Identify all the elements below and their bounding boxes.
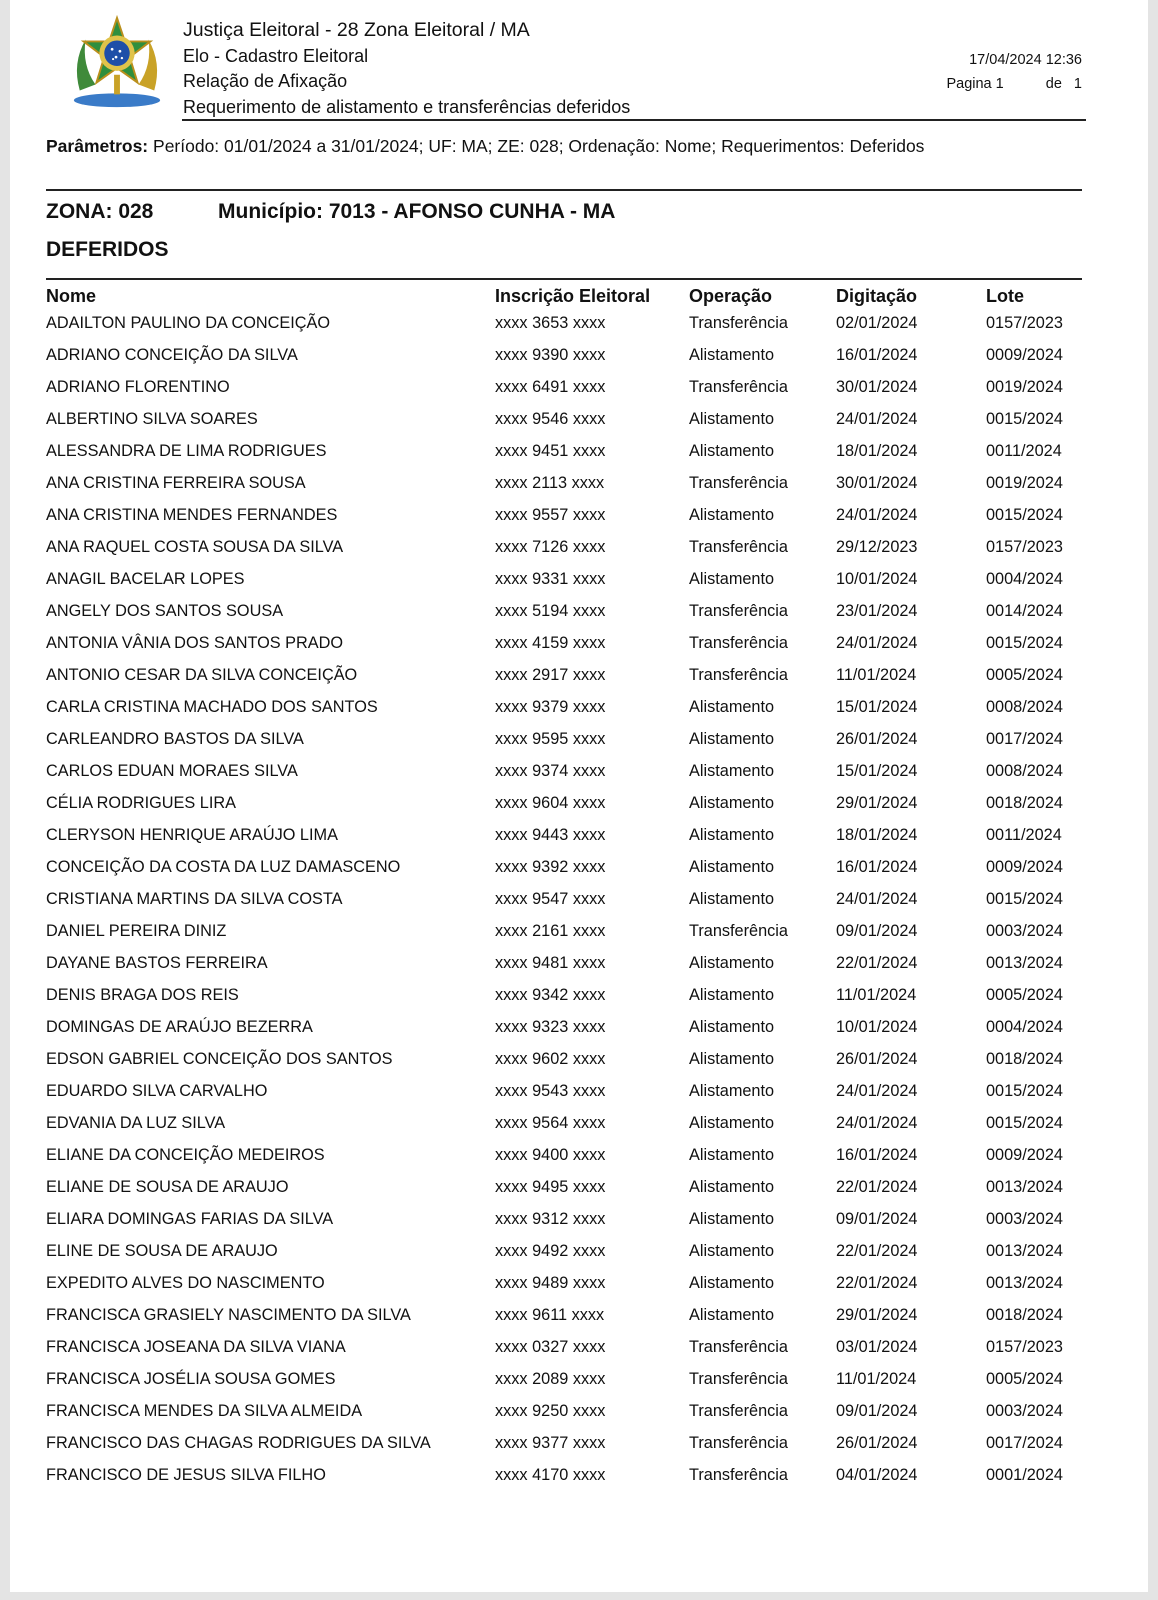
cell-digitacao: 15/01/2024 bbox=[836, 698, 918, 716]
cell-inscricao: xxxx 3653 xxxx bbox=[495, 314, 606, 332]
table-row bbox=[10, 951, 1148, 983]
cell-digitacao: 26/01/2024 bbox=[836, 730, 918, 748]
cell-inscricao: xxxx 9489 xxxx bbox=[495, 1274, 606, 1292]
table-row bbox=[10, 759, 1148, 791]
cell-nome: DOMINGAS DE ARAÚJO BEZERRA bbox=[46, 1018, 313, 1036]
cell-nome: ANA CRISTINA FERREIRA SOUSA bbox=[46, 474, 306, 492]
cell-digitacao: 30/01/2024 bbox=[836, 474, 918, 492]
cell-inscricao: xxxx 7126 xxxx bbox=[495, 538, 606, 556]
cell-inscricao: xxxx 9323 xxxx bbox=[495, 1018, 606, 1036]
cell-nome: FRANCISCA JOSEANA DA SILVA VIANA bbox=[46, 1338, 346, 1356]
cell-inscricao: xxxx 9342 xxxx bbox=[495, 986, 606, 1004]
page-label: Pagina bbox=[946, 76, 992, 92]
cell-digitacao: 22/01/2024 bbox=[836, 954, 918, 972]
cell-operacao: Alistamento bbox=[689, 570, 775, 588]
table-row bbox=[10, 663, 1148, 695]
table-row bbox=[10, 1015, 1148, 1047]
cell-nome: ANTONIO CESAR DA SILVA CONCEIÇÃO bbox=[46, 666, 358, 684]
cell-operacao: Alistamento bbox=[689, 1274, 775, 1292]
cell-nome: EXPEDITO ALVES DO NASCIMENTO bbox=[46, 1274, 325, 1292]
cell-inscricao: xxxx 9312 xxxx bbox=[495, 1210, 606, 1228]
cell-inscricao: xxxx 9250 xxxx bbox=[495, 1402, 606, 1420]
table-row bbox=[10, 1079, 1148, 1111]
cell-inscricao: xxxx 9392 xxxx bbox=[495, 858, 606, 876]
params-text: Período: 01/01/2024 a 31/01/2024; UF: MA; ZE: 028; Ordenação: Nome; Requerimentos: Deferidos bbox=[153, 136, 925, 156]
cell-operacao: Transferência bbox=[689, 538, 788, 556]
cell-operacao: Transferência bbox=[689, 634, 788, 652]
cell-digitacao: 30/01/2024 bbox=[836, 378, 918, 396]
cell-lote: 0018/2024 bbox=[986, 1306, 1063, 1324]
cell-inscricao: xxxx 5194 xxxx bbox=[495, 602, 606, 620]
cell-lote: 0015/2024 bbox=[986, 506, 1063, 524]
cell-inscricao: xxxx 6491 xxxx bbox=[495, 378, 606, 396]
cell-nome: EDSON GABRIEL CONCEIÇÃO DOS SANTOS bbox=[46, 1050, 393, 1068]
cell-lote: 0015/2024 bbox=[986, 1082, 1063, 1100]
cell-lote: 0003/2024 bbox=[986, 1402, 1063, 1420]
cell-lote: 0018/2024 bbox=[986, 1050, 1063, 1068]
cell-nome: EDUARDO SILVA CARVALHO bbox=[46, 1082, 268, 1100]
cell-nome: CRISTIANA MARTINS DA SILVA COSTA bbox=[46, 890, 343, 908]
table-row bbox=[10, 439, 1148, 471]
header-divider bbox=[182, 119, 1086, 121]
cell-lote: 0019/2024 bbox=[986, 378, 1063, 396]
cell-inscricao: xxxx 9451 xxxx bbox=[495, 442, 606, 460]
cell-digitacao: 26/01/2024 bbox=[836, 1050, 918, 1068]
cell-lote: 0005/2024 bbox=[986, 1370, 1063, 1388]
cell-operacao: Transferência bbox=[689, 1434, 788, 1452]
table-row bbox=[10, 695, 1148, 727]
table-row bbox=[10, 727, 1148, 759]
cell-inscricao: xxxx 9400 xxxx bbox=[495, 1146, 606, 1164]
cell-inscricao: xxxx 9611 xxxx bbox=[495, 1306, 605, 1324]
cell-lote: 0013/2024 bbox=[986, 1242, 1063, 1260]
cell-digitacao: 11/01/2024 bbox=[836, 986, 917, 1004]
cell-operacao: Alistamento bbox=[689, 1146, 775, 1164]
table-row bbox=[10, 823, 1148, 855]
cell-lote: 0011/2024 bbox=[986, 826, 1062, 844]
table-row bbox=[10, 1111, 1148, 1143]
cell-inscricao: xxxx 2917 xxxx bbox=[495, 666, 606, 684]
cell-inscricao: xxxx 9492 xxxx bbox=[495, 1242, 606, 1260]
table-row bbox=[10, 1431, 1148, 1463]
cell-digitacao: 15/01/2024 bbox=[836, 762, 918, 780]
cell-operacao: Alistamento bbox=[689, 1306, 775, 1324]
cell-nome: ELIARA DOMINGAS FARIAS DA SILVA bbox=[46, 1210, 334, 1228]
cell-nome: CARLOS EDUAN MORAES SILVA bbox=[46, 762, 298, 780]
cell-operacao: Alistamento bbox=[689, 1210, 775, 1228]
cell-operacao: Alistamento bbox=[689, 410, 775, 428]
cell-operacao: Alistamento bbox=[689, 858, 775, 876]
print-datetime: 17/04/2024 12:36 bbox=[969, 52, 1082, 68]
cell-inscricao: xxxx 9564 xxxx bbox=[495, 1114, 606, 1132]
cell-inscricao: xxxx 9374 xxxx bbox=[495, 762, 606, 780]
cell-nome: ANTONIA VÂNIA DOS SANTOS PRADO bbox=[46, 634, 344, 652]
cell-digitacao: 16/01/2024 bbox=[836, 858, 918, 876]
table-row bbox=[10, 407, 1148, 439]
cell-digitacao: 18/01/2024 bbox=[836, 442, 918, 460]
report-page bbox=[10, 0, 1148, 1592]
cell-lote: 0157/2023 bbox=[986, 538, 1063, 556]
cell-lote: 0008/2024 bbox=[986, 762, 1063, 780]
cell-lote: 0015/2024 bbox=[986, 890, 1063, 908]
of-label: de bbox=[1045, 76, 1062, 92]
cell-digitacao: 24/01/2024 bbox=[836, 410, 918, 428]
col-header-digitacao: Digitação bbox=[836, 286, 918, 306]
col-header-nome: Nome bbox=[46, 286, 97, 306]
cell-lote: 0157/2023 bbox=[986, 1338, 1063, 1356]
table-row bbox=[10, 1367, 1148, 1399]
brazil-coat-of-arms-icon bbox=[68, 14, 166, 112]
header-system: Elo - Cadastro Eleitoral bbox=[183, 45, 369, 66]
cell-inscricao: xxxx 2089 xxxx bbox=[495, 1370, 606, 1388]
cell-digitacao: 09/01/2024 bbox=[836, 922, 918, 940]
cell-lote: 0019/2024 bbox=[986, 474, 1063, 492]
col-header-operacao: Operação bbox=[689, 286, 773, 306]
cell-nome: ANA CRISTINA MENDES FERNANDES bbox=[46, 506, 338, 524]
page-number: 1 bbox=[995, 76, 1004, 92]
table-row bbox=[10, 1175, 1148, 1207]
header-subject: Requerimento de alistamento e transferências deferidos bbox=[183, 96, 631, 117]
cell-nome: ANAGIL BACELAR LOPES bbox=[46, 570, 245, 588]
cell-nome: DENIS BRAGA DOS REIS bbox=[46, 986, 239, 1004]
cell-digitacao: 10/01/2024 bbox=[836, 570, 918, 588]
cell-lote: 0013/2024 bbox=[986, 954, 1063, 972]
municipality: Município: 7013 - AFONSO CUNHA - MA bbox=[218, 200, 616, 223]
cell-nome: ALBERTINO SILVA SOARES bbox=[46, 410, 258, 428]
zone-code: ZONA: 028 bbox=[46, 200, 154, 223]
cell-nome: ANGELY DOS SANTOS SOUSA bbox=[46, 602, 284, 620]
cell-nome: FRANCISCA JOSÉLIA SOUSA GOMES bbox=[46, 1370, 336, 1388]
table-row bbox=[10, 1047, 1148, 1079]
table-divider bbox=[46, 278, 1082, 280]
cell-nome: CARLA CRISTINA MACHADO DOS SANTOS bbox=[46, 698, 378, 716]
cell-lote: 0009/2024 bbox=[986, 1146, 1063, 1164]
table-row bbox=[10, 983, 1148, 1015]
page-total: 1 bbox=[1073, 76, 1082, 92]
table-row bbox=[10, 567, 1148, 599]
cell-operacao: Alistamento bbox=[689, 346, 775, 364]
table-row bbox=[10, 1303, 1148, 1335]
cell-nome: ELINE DE SOUSA DE ARAUJO bbox=[46, 1242, 278, 1260]
cell-operacao: Alistamento bbox=[689, 1178, 775, 1196]
cell-inscricao: xxxx 9547 xxxx bbox=[495, 890, 606, 908]
cell-lote: 0009/2024 bbox=[986, 346, 1063, 364]
cell-nome: DAYANE BASTOS FERREIRA bbox=[46, 954, 268, 972]
header-court: Justiça Eleitoral - 28 Zona Eleitoral / MA bbox=[183, 19, 530, 41]
cell-operacao: Transferência bbox=[689, 1338, 788, 1356]
cell-inscricao: xxxx 9595 xxxx bbox=[495, 730, 606, 748]
cell-lote: 0004/2024 bbox=[986, 1018, 1063, 1036]
cell-operacao: Transferência bbox=[689, 474, 788, 492]
cell-digitacao: 03/01/2024 bbox=[836, 1338, 918, 1356]
table-row bbox=[10, 1399, 1148, 1431]
zone-heading bbox=[46, 200, 616, 224]
table-row bbox=[10, 919, 1148, 951]
cell-digitacao: 22/01/2024 bbox=[836, 1242, 918, 1260]
cell-digitacao: 16/01/2024 bbox=[836, 1146, 918, 1164]
cell-inscricao: xxxx 9377 xxxx bbox=[495, 1434, 606, 1452]
cell-lote: 0013/2024 bbox=[986, 1178, 1063, 1196]
cell-inscricao: xxxx 9481 xxxx bbox=[495, 954, 606, 972]
cell-operacao: Alistamento bbox=[689, 442, 775, 460]
cell-lote: 0004/2024 bbox=[986, 570, 1063, 588]
cell-lote: 0008/2024 bbox=[986, 698, 1063, 716]
cell-operacao: Alistamento bbox=[689, 698, 775, 716]
cell-operacao: Transferência bbox=[689, 1370, 788, 1388]
cell-digitacao: 29/12/2023 bbox=[836, 538, 918, 556]
cell-nome: CLERYSON HENRIQUE ARAÚJO LIMA bbox=[46, 826, 338, 844]
cell-lote: 0005/2024 bbox=[986, 666, 1063, 684]
cell-nome: ELIANE DA CONCEIÇÃO MEDEIROS bbox=[46, 1146, 325, 1164]
cell-operacao: Alistamento bbox=[689, 1082, 775, 1100]
cell-inscricao: xxxx 9331 xxxx bbox=[495, 570, 606, 588]
cell-lote: 0157/2023 bbox=[986, 314, 1063, 332]
cell-lote: 0015/2024 bbox=[986, 634, 1063, 652]
cell-nome: FRANCISCO DAS CHAGAS RODRIGUES DA SILVA bbox=[46, 1434, 431, 1452]
cell-inscricao: xxxx 9495 xxxx bbox=[495, 1178, 606, 1196]
table-row bbox=[10, 375, 1148, 407]
cell-operacao: Transferência bbox=[689, 1466, 788, 1484]
cell-inscricao: xxxx 0327 xxxx bbox=[495, 1338, 606, 1356]
cell-operacao: Alistamento bbox=[689, 1050, 775, 1068]
table-row bbox=[10, 503, 1148, 535]
table-row bbox=[10, 599, 1148, 631]
table-row bbox=[10, 887, 1148, 919]
cell-operacao: Transferência bbox=[689, 378, 788, 396]
cell-operacao: Alistamento bbox=[689, 986, 775, 1004]
cell-lote: 0013/2024 bbox=[986, 1274, 1063, 1292]
cell-digitacao: 09/01/2024 bbox=[836, 1402, 918, 1420]
cell-inscricao: xxxx 9379 xxxx bbox=[495, 698, 606, 716]
cell-digitacao: 24/01/2024 bbox=[836, 506, 918, 524]
cell-digitacao: 22/01/2024 bbox=[836, 1178, 918, 1196]
cell-lote: 0014/2024 bbox=[986, 602, 1063, 620]
cell-digitacao: 23/01/2024 bbox=[836, 602, 918, 620]
cell-lote: 0018/2024 bbox=[986, 794, 1063, 812]
cell-nome: FRANCISCO DE JESUS SILVA FILHO bbox=[46, 1466, 326, 1484]
cell-digitacao: 24/01/2024 bbox=[836, 634, 918, 652]
cell-inscricao: xxxx 2161 xxxx bbox=[495, 922, 606, 940]
params-divider bbox=[46, 189, 1082, 191]
cell-digitacao: 09/01/2024 bbox=[836, 1210, 918, 1228]
table-row bbox=[10, 1207, 1148, 1239]
cell-nome: EDVANIA DA LUZ SILVA bbox=[46, 1114, 226, 1132]
table-row bbox=[10, 1463, 1148, 1495]
cell-inscricao: xxxx 4159 xxxx bbox=[495, 634, 606, 652]
table-body bbox=[10, 311, 1148, 1495]
cell-operacao: Alistamento bbox=[689, 1018, 775, 1036]
cell-inscricao: xxxx 9604 xxxx bbox=[495, 794, 606, 812]
cell-digitacao: 16/01/2024 bbox=[836, 346, 918, 364]
cell-inscricao: xxxx 9546 xxxx bbox=[495, 410, 606, 428]
cell-digitacao: 02/01/2024 bbox=[836, 314, 918, 332]
cell-nome: CÉLIA RODRIGUES LIRA bbox=[46, 794, 237, 812]
cell-nome: ELIANE DE SOUSA DE ARAUJO bbox=[46, 1178, 289, 1196]
cell-digitacao: 04/01/2024 bbox=[836, 1466, 918, 1484]
cell-nome: ADAILTON PAULINO DA CONCEIÇÃO bbox=[46, 314, 331, 332]
table-row bbox=[10, 855, 1148, 887]
cell-operacao: Alistamento bbox=[689, 506, 775, 524]
cell-inscricao: xxxx 9543 xxxx bbox=[495, 1082, 606, 1100]
cell-lote: 0001/2024 bbox=[986, 1466, 1063, 1484]
cell-operacao: Alistamento bbox=[689, 954, 775, 972]
table-row bbox=[10, 1271, 1148, 1303]
cell-nome: ANA RAQUEL COSTA SOUSA DA SILVA bbox=[46, 538, 344, 556]
col-header-inscricao: Inscrição Eleitoral bbox=[495, 286, 651, 306]
cell-digitacao: 29/01/2024 bbox=[836, 794, 918, 812]
cell-lote: 0015/2024 bbox=[986, 1114, 1063, 1132]
cell-lote: 0003/2024 bbox=[986, 922, 1063, 940]
cell-operacao: Transferência bbox=[689, 666, 788, 684]
report-meta bbox=[946, 48, 1082, 96]
cell-digitacao: 10/01/2024 bbox=[836, 1018, 918, 1036]
cell-nome: FRANCISCA MENDES DA SILVA ALMEIDA bbox=[46, 1402, 363, 1420]
cell-nome: CONCEIÇÃO DA COSTA DA LUZ DAMASCENO bbox=[46, 858, 401, 876]
cell-operacao: Alistamento bbox=[689, 826, 775, 844]
cell-inscricao: xxxx 4170 xxxx bbox=[495, 1466, 606, 1484]
cell-lote: 0017/2024 bbox=[986, 1434, 1063, 1452]
cell-digitacao: 29/01/2024 bbox=[836, 1306, 918, 1324]
status-heading: DEFERIDOS bbox=[46, 238, 169, 261]
table-row bbox=[10, 1239, 1148, 1271]
header-report-type: Relação de Afixação bbox=[183, 71, 348, 91]
cell-lote: 0009/2024 bbox=[986, 858, 1063, 876]
cell-inscricao: xxxx 9557 xxxx bbox=[495, 506, 606, 524]
cell-nome: ADRIANO CONCEIÇÃO DA SILVA bbox=[46, 346, 298, 364]
cell-operacao: Alistamento bbox=[689, 762, 775, 780]
cell-nome: ADRIANO FLORENTINO bbox=[46, 378, 230, 396]
cell-nome: CARLEANDRO BASTOS DA SILVA bbox=[46, 730, 304, 748]
cell-inscricao: xxxx 9602 xxxx bbox=[495, 1050, 606, 1068]
cell-nome: DANIEL PEREIRA DINIZ bbox=[46, 922, 227, 940]
cell-inscricao: xxxx 9390 xxxx bbox=[495, 346, 606, 364]
report-parameters bbox=[46, 136, 924, 157]
cell-digitacao: 11/01/2024 bbox=[836, 1370, 917, 1388]
table-row bbox=[10, 343, 1148, 375]
cell-operacao: Transferência bbox=[689, 1402, 788, 1420]
cell-digitacao: 26/01/2024 bbox=[836, 1434, 918, 1452]
table-row bbox=[10, 471, 1148, 503]
cell-digitacao: 22/01/2024 bbox=[836, 1274, 918, 1292]
cell-operacao: Alistamento bbox=[689, 730, 775, 748]
table-row bbox=[10, 311, 1148, 343]
cell-nome: FRANCISCA GRASIELY NASCIMENTO DA SILVA bbox=[46, 1306, 411, 1324]
cell-lote: 0015/2024 bbox=[986, 410, 1063, 428]
cell-digitacao: 24/01/2024 bbox=[836, 890, 918, 908]
cell-operacao: Transferência bbox=[689, 602, 788, 620]
cell-operacao: Transferência bbox=[689, 314, 788, 332]
col-header-lote: Lote bbox=[986, 286, 1024, 306]
cell-operacao: Transferência bbox=[689, 922, 788, 940]
cell-lote: 0017/2024 bbox=[986, 730, 1063, 748]
table-row bbox=[10, 535, 1148, 567]
cell-operacao: Alistamento bbox=[689, 1114, 775, 1132]
report-header bbox=[183, 18, 630, 120]
table-row bbox=[10, 1335, 1148, 1367]
cell-lote: 0005/2024 bbox=[986, 986, 1063, 1004]
cell-digitacao: 24/01/2024 bbox=[836, 1082, 918, 1100]
cell-digitacao: 11/01/2024 bbox=[836, 666, 917, 684]
cell-operacao: Alistamento bbox=[689, 1242, 775, 1260]
cell-nome: ALESSANDRA DE LIMA RODRIGUES bbox=[46, 442, 327, 460]
cell-inscricao: xxxx 2113 xxxx bbox=[495, 474, 605, 492]
cell-lote: 0011/2024 bbox=[986, 442, 1062, 460]
params-label: Parâmetros: bbox=[46, 136, 149, 156]
cell-lote: 0003/2024 bbox=[986, 1210, 1063, 1228]
table-row bbox=[10, 1143, 1148, 1175]
cell-digitacao: 18/01/2024 bbox=[836, 826, 918, 844]
page-indicator bbox=[946, 72, 1082, 96]
cell-inscricao: xxxx 9443 xxxx bbox=[495, 826, 606, 844]
table-row bbox=[10, 631, 1148, 663]
cell-operacao: Alistamento bbox=[689, 794, 775, 812]
cell-digitacao: 24/01/2024 bbox=[836, 1114, 918, 1132]
cell-operacao: Alistamento bbox=[689, 890, 775, 908]
table-row bbox=[10, 791, 1148, 823]
